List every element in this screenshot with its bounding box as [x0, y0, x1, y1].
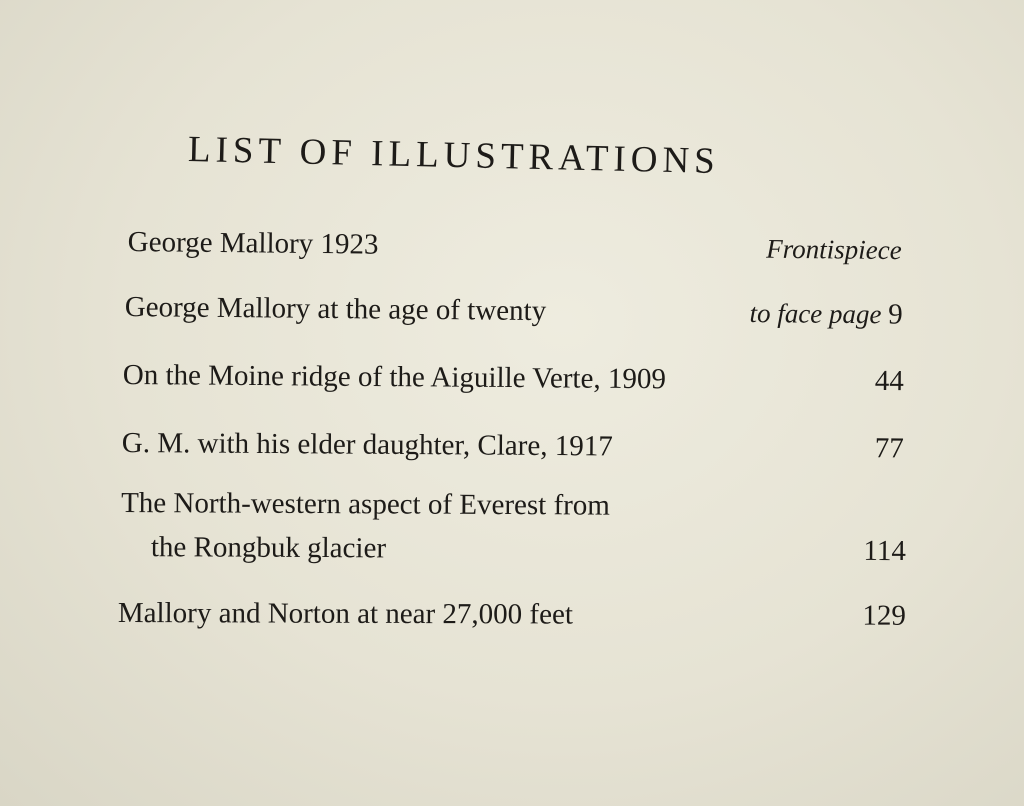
illustration-caption: George Mallory at the age of twenty — [124, 290, 547, 328]
list-item — [121, 420, 904, 465]
list-item — [121, 480, 906, 576]
illustration-caption: George Mallory 1923 — [127, 225, 379, 261]
page-number: 9 — [888, 298, 903, 331]
page-prefix: to face page — [749, 297, 882, 330]
list-item — [127, 219, 902, 266]
page-number: 129 — [862, 599, 906, 632]
illustration-page-reference — [749, 290, 903, 337]
list-item — [122, 352, 904, 398]
illustration-caption-line-1: The North-western aspect of Everest from — [121, 487, 610, 522]
list-item — [117, 590, 906, 632]
illustration-caption: On the Moine ridge of the Aiguille Verte, 1909 — [122, 358, 667, 396]
page-number: 44 — [874, 364, 904, 398]
illustration-caption: G. M. with his elder daughter, Clare, 1917 — [121, 426, 613, 463]
page-number: 77 — [874, 432, 904, 465]
page-number: 114 — [863, 534, 906, 568]
list-item — [124, 284, 903, 331]
illustration-page-label: Frontispiece — [766, 233, 902, 266]
illustration-caption-line-2: the Rongbuk glacier — [150, 531, 387, 565]
page-title: LIST OF ILLUSTRATIONS — [187, 129, 721, 183]
illustration-caption: Mallory and Norton at near 27,000 feet — [117, 596, 573, 631]
